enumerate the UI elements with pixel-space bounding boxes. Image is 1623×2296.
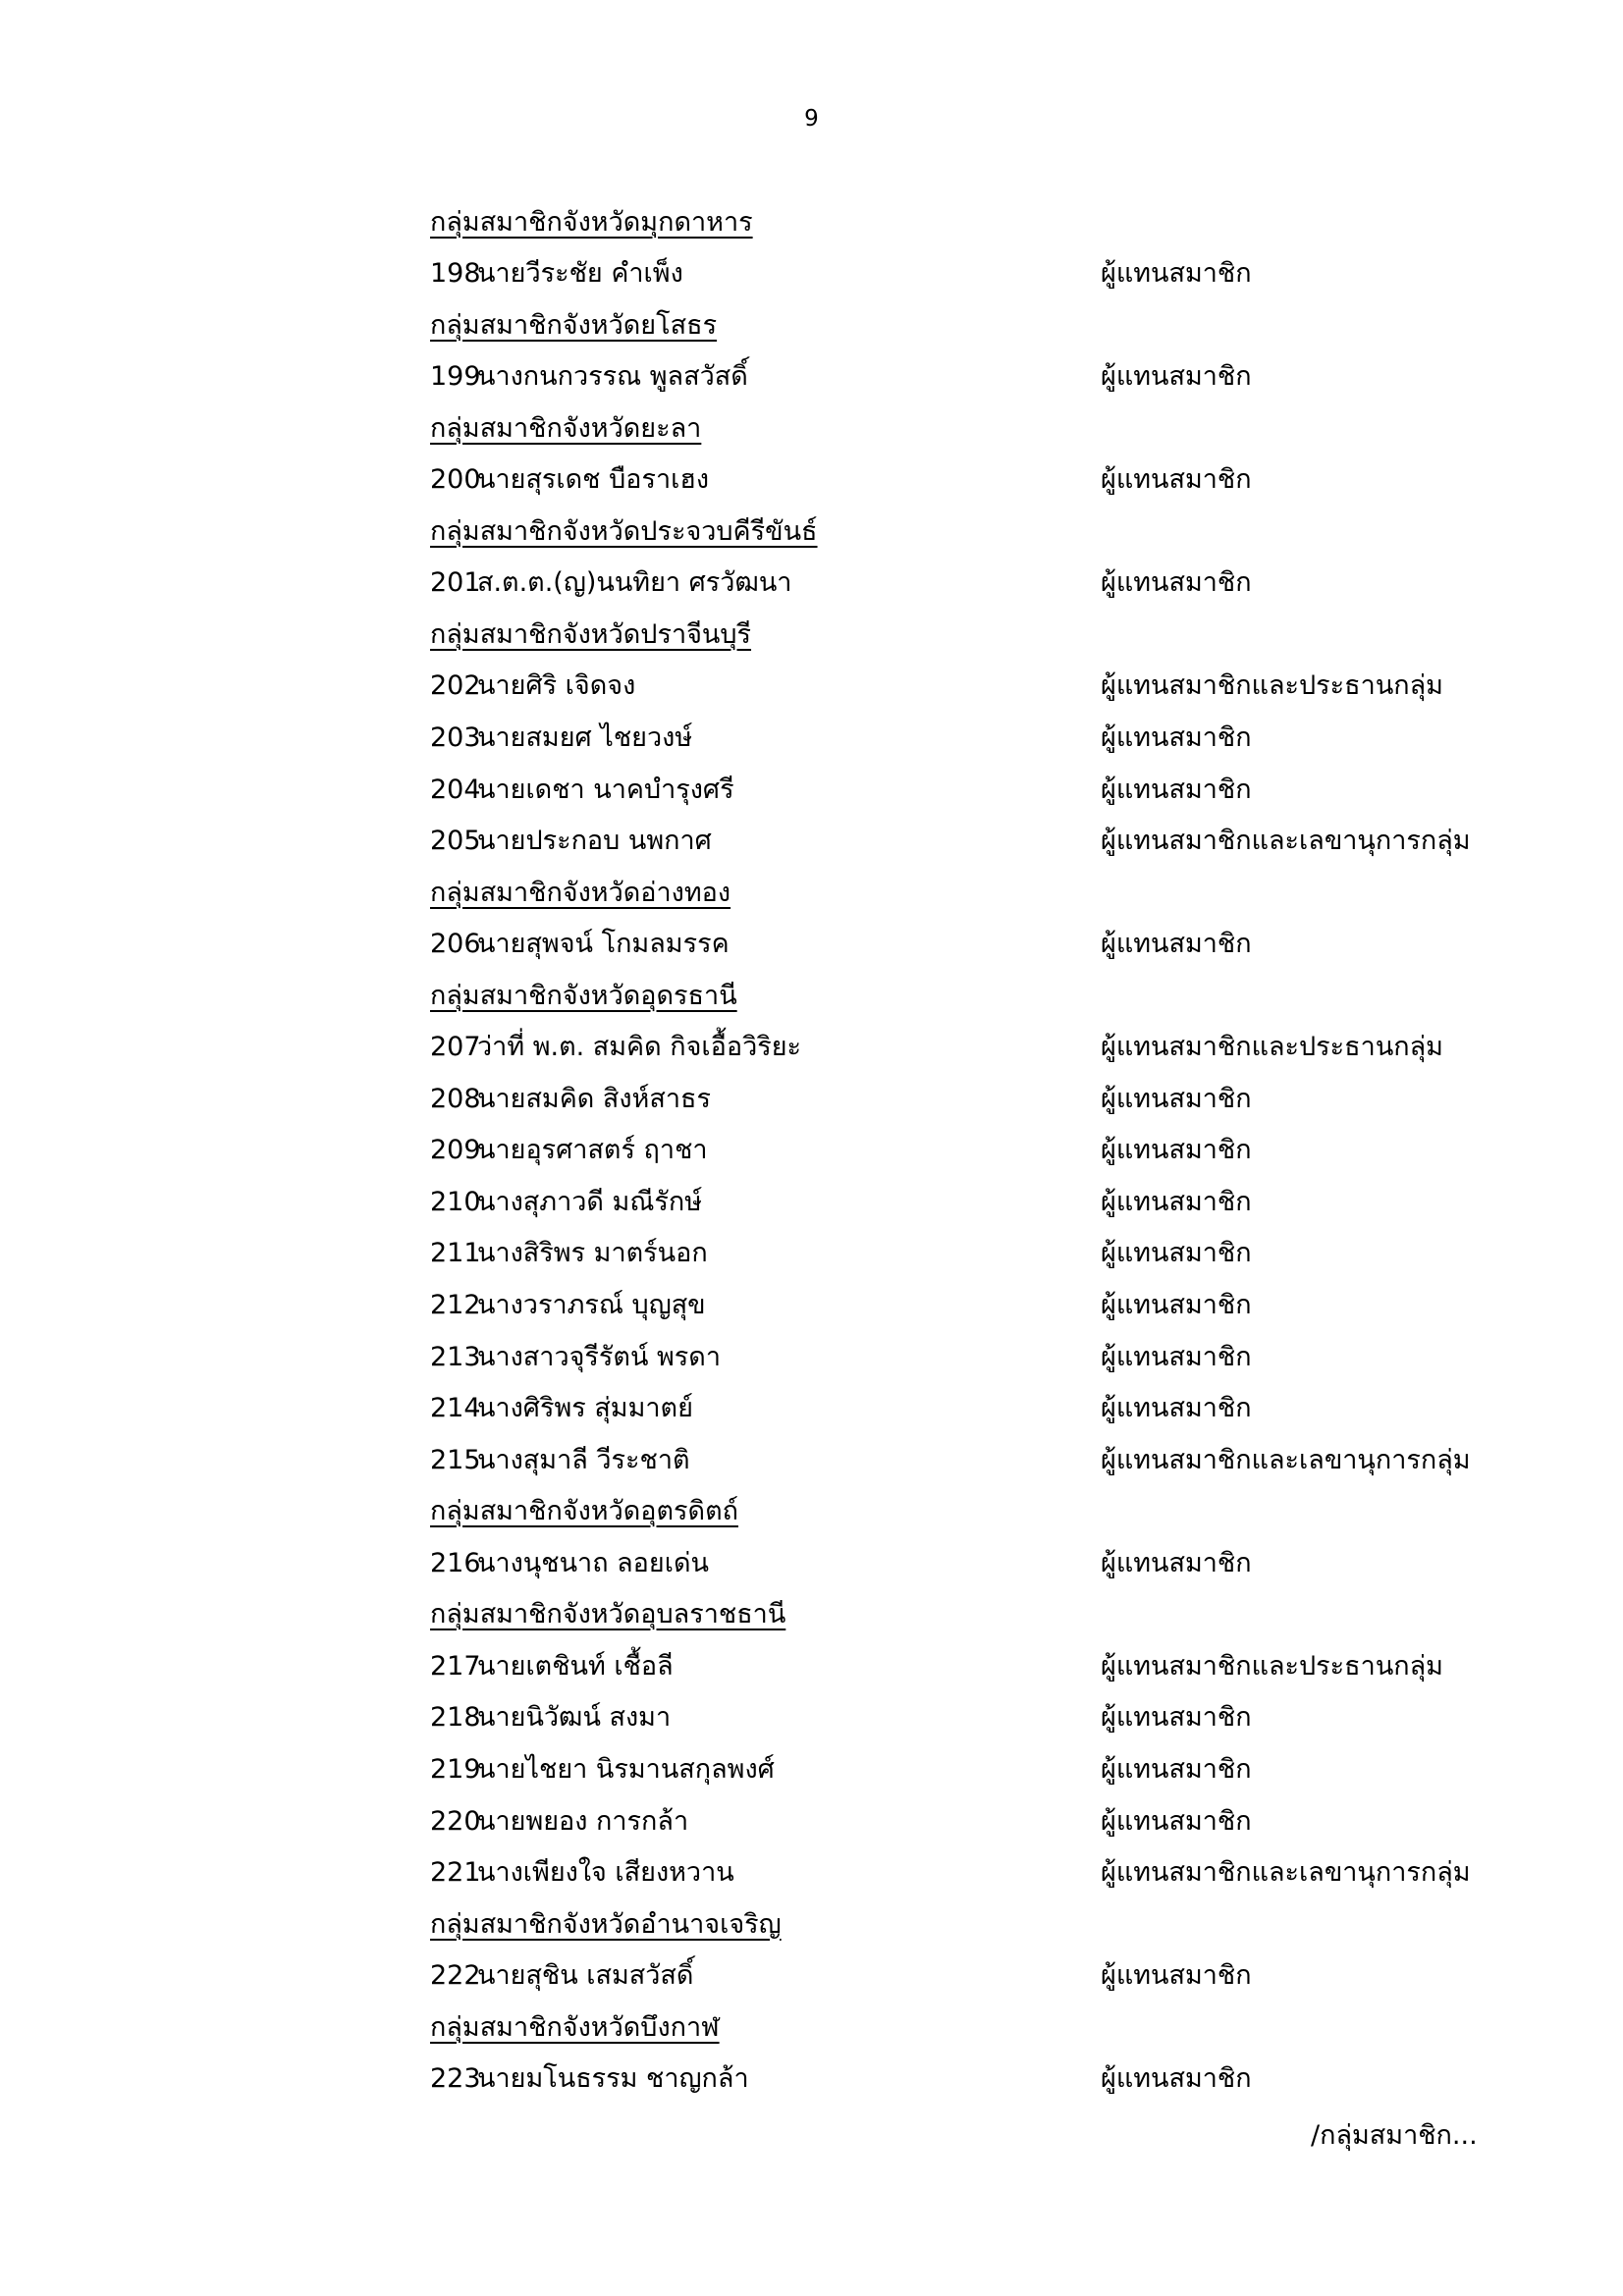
member-role: ผู้แทนสมาชิกและประธานกลุ่ม [1101,1650,1443,1682]
member-role: ผู้แทนสมาชิกและเลขานุการกลุ่ม [1101,1857,1471,1889]
member-number: 212 [430,1290,481,1321]
member-name: นายสุรเดช บือราเฮง [477,464,709,496]
member-list [430,195,1490,2104]
member-number: 221 [430,1857,481,1889]
member-number: 211 [430,1238,481,1269]
group-title: กลุ่มสมาชิกจังหวัดยะลา [430,412,702,444]
member-role: ผู้แทนสมาชิกและประธานกลุ่ม [1101,1032,1443,1063]
member-row [430,454,1490,506]
member-number: 215 [430,1444,481,1475]
member-number: 206 [430,929,481,960]
member-row [430,1072,1490,1124]
group-title: กลุ่มสมาชิกจังหวัดอุตรดิตถ์ [430,1496,738,1527]
group-heading [430,195,1490,247]
group-title: กลุ่มสมาชิกจังหวัดอำนาจเจริญ [430,1908,782,1940]
member-name: นายสุพจน์ โกมลมรรค [477,929,730,960]
member-number: 223 [430,2063,481,2095]
member-number: 207 [430,1032,481,1063]
member-name: นางสุมาลี วีระชาติ [477,1444,690,1475]
member-role: ผู้แทนสมาชิก [1101,1805,1252,1837]
member-name: นายวีระชัย คำเพ็ง [477,258,683,290]
member-row [430,1433,1490,1485]
group-heading [430,1897,1490,1949]
member-role: ผู้แทนสมาชิก [1101,464,1252,496]
member-name: นายนิวัฒน์ สงมา [477,1702,672,1734]
member-row [430,1021,1490,1073]
group-title: กลุ่มสมาชิกจังหวัดประจวบคีรีขันธ์ [430,515,818,547]
group-heading [430,2001,1490,2053]
member-name: นายไชยา นิรมานสกุลพงศ์ [477,1753,775,1785]
member-number: 216 [430,1547,481,1578]
member-role: ผู้แทนสมาชิก [1101,1393,1252,1424]
member-role: ผู้แทนสมาชิกและเลขานุการกลุ่ม [1101,826,1471,857]
member-row [430,918,1490,970]
member-number: 218 [430,1702,481,1734]
group-heading [430,866,1490,918]
member-role: ผู้แทนสมาชิก [1101,929,1252,960]
member-role: ผู้แทนสมาชิก [1101,567,1252,599]
page-number: 9 [804,106,819,132]
group-title: กลุ่มสมาชิกจังหวัดปราจีนบุรี [430,618,752,650]
member-name: นายเดชา นาคบำรุงศรี [477,774,734,805]
group-heading [430,298,1490,350]
group-title: กลุ่มสมาชิกจังหวัดอุบลราชธานี [430,1599,786,1630]
member-number: 208 [430,1083,481,1114]
member-number: 201 [430,567,481,599]
member-name: นางวราภรณ์ บุญสุข [477,1290,706,1321]
member-row [430,1639,1490,1691]
member-row [430,1124,1490,1176]
group-heading [430,401,1490,454]
member-role: ผู้แทนสมาชิก [1101,1960,1252,1992]
member-name: นายอุรศาสตร์ ฤาชา [477,1135,708,1166]
member-role: ผู้แทนสมาชิก [1101,361,1252,393]
member-row [430,1175,1490,1227]
member-name: นายสมคิด สิงห์สาธร [477,1083,711,1114]
member-number: 200 [430,464,481,496]
member-name: นายประกอบ นพกาศ [477,826,712,857]
member-role: ผู้แทนสมาชิก [1101,1753,1252,1785]
member-row [430,763,1490,815]
member-row [430,1278,1490,1330]
member-row [430,1227,1490,1279]
group-heading [430,505,1490,557]
member-name: นางกนกวรรณ พูลสวัสดิ์ [477,361,748,393]
member-row [430,1536,1490,1588]
member-name: นายเตชินท์ เชื้อลี [477,1650,674,1682]
member-row [430,1742,1490,1794]
member-number: 213 [430,1341,481,1372]
member-row [430,815,1490,867]
member-number: 205 [430,826,481,857]
member-number: 203 [430,722,481,754]
member-row [430,711,1490,763]
member-role: ผู้แทนสมาชิก [1101,1702,1252,1734]
member-row [430,660,1490,712]
member-role: ผู้แทนสมาชิก [1101,1238,1252,1269]
member-name: นายศิริ เจิดจง [477,670,636,702]
member-row [430,350,1490,402]
member-name: ส.ต.ต.(ญ)นนทิยา ศรวัฒนา [477,567,792,599]
member-number: 198 [430,258,481,290]
member-number: 202 [430,670,481,702]
member-number: 204 [430,774,481,805]
member-role: ผู้แทนสมาชิก [1101,774,1252,805]
group-heading [430,969,1490,1021]
member-role: ผู้แทนสมาชิก [1101,2063,1252,2095]
member-name: นางสุภาวดี มณีรักษ์ [477,1186,703,1217]
group-title: กลุ่มสมาชิกจังหวัดอุดรธานี [430,980,737,1011]
member-row [430,1382,1490,1434]
member-name: นางนุชนาถ ลอยเด่น [477,1547,709,1578]
member-row [430,1949,1490,2002]
member-row [430,557,1490,609]
group-title: กลุ่มสมาชิกจังหวัดยโสธร [430,309,718,341]
group-heading [430,608,1490,660]
member-role: ผู้แทนสมาชิก [1101,1341,1252,1372]
member-role: ผู้แทนสมาชิก [1101,1083,1252,1114]
member-row [430,1330,1490,1382]
member-number: 222 [430,1960,481,1992]
member-role: ผู้แทนสมาชิก [1101,1135,1252,1166]
member-name: นางเพียงใจ เสียงหวาน [477,1857,734,1889]
continued-note: /กลุ่มสมาชิก... [1311,2120,1478,2151]
group-title: กลุ่มสมาชิกจังหวัดอ่างทอง [430,877,731,908]
member-role: ผู้แทนสมาชิก [1101,1547,1252,1578]
member-number: 209 [430,1135,481,1166]
member-role: ผู้แทนสมาชิก [1101,1290,1252,1321]
member-name: นางสาวจุรีรัตน์ พรดา [477,1341,721,1372]
group-heading [430,1485,1490,1537]
group-title: กลุ่มสมาชิกจังหวัดบึงกาฬ [430,2011,720,2043]
member-row [430,1846,1490,1898]
member-row [430,2053,1490,2105]
member-name: นายมโนธรรม ชาญกล้า [477,2063,749,2095]
group-title: กลุ่มสมาชิกจังหวัดมุกดาหาร [430,206,753,238]
member-name: ว่าที่ พ.ต. สมคิด กิจเอื้อวิริยะ [477,1032,802,1063]
member-number: 214 [430,1393,481,1424]
member-name: นายสุชิน เสมสวัสดิ์ [477,1960,694,1992]
member-number: 220 [430,1805,481,1837]
member-name: นางสิริพร มาตร์นอก [477,1238,708,1269]
member-row [430,1691,1490,1743]
member-number: 199 [430,361,481,393]
member-name: นายพยอง การกล้า [477,1805,689,1837]
member-number: 210 [430,1186,481,1217]
member-row [430,247,1490,299]
member-number: 217 [430,1650,481,1682]
member-role: ผู้แทนสมาชิกและประธานกลุ่ม [1101,670,1443,702]
member-row [430,1794,1490,1846]
member-role: ผู้แทนสมาชิกและเลขานุการกลุ่ม [1101,1444,1471,1475]
member-role: ผู้แทนสมาชิก [1101,722,1252,754]
member-number: 219 [430,1753,481,1785]
group-heading [430,1588,1490,1640]
member-role: ผู้แทนสมาชิก [1101,258,1252,290]
member-role: ผู้แทนสมาชิก [1101,1186,1252,1217]
member-name: นายสมยศ ไชยวงษ์ [477,722,693,754]
member-name: นางศิริพร สุ่มมาตย์ [477,1393,693,1424]
